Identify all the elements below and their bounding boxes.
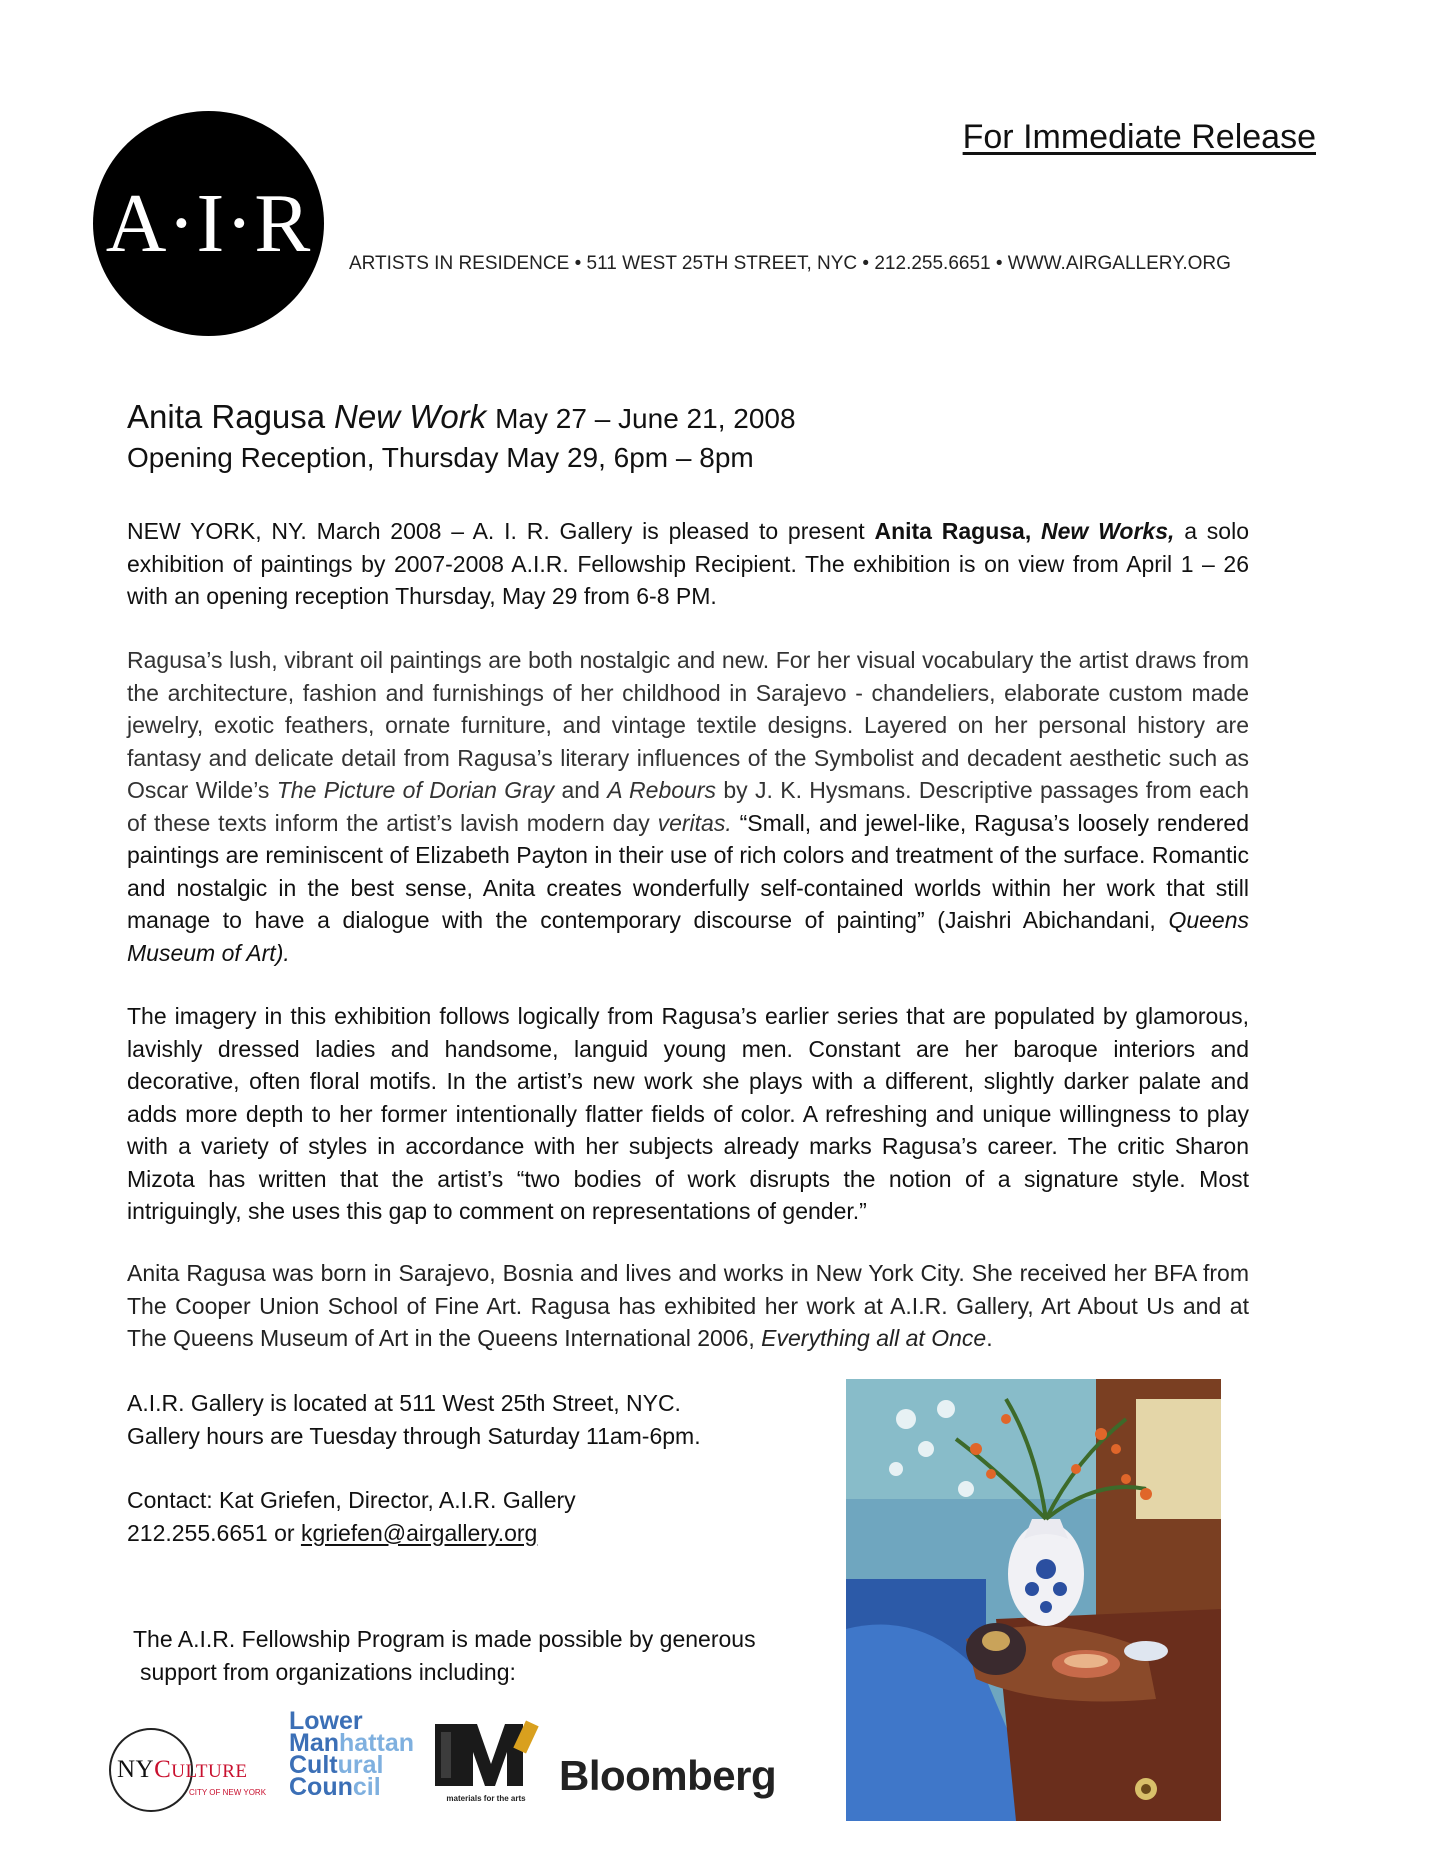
mfa-caption: materials for the arts	[446, 1794, 526, 1803]
lmcc-line-2: Manhattan	[289, 1729, 414, 1757]
still-life-painting-icon	[846, 1379, 1221, 1821]
painting-still-life-image	[846, 1379, 1221, 1821]
contact-name: Contact: Kat Griefen, Director, A.I.R. Gallery	[127, 1487, 576, 1513]
intro-works: New Works,	[1041, 518, 1175, 544]
paragraph-imagery: The imagery in this exhibition follows logically from Ragusa’s earlier series that are populated by glamorous, lavishly dressed ladies and handsome, languid young men. Constant are her baroque interiors and decorative, often floral motifs. In the artist’s new work she plays with a different, slightly darker palate and adds more depth to her former intentionally flatter fields of color. A refreshing and unique willingness to play with a variety of styles in accordance with her subjects already marks Ragusa’s career. The critic Sharon Mizota has written that the artist’s “two bodies of work disrupts the notion of a signature style. Most intriguingly, she uses this gap to comment on representations of gender.”	[127, 1003, 1249, 1224]
veritas-word: veritas.	[657, 809, 732, 836]
desc-part-a: Ragusa’s lush, vibrant oil paintings are both nostalgic and new. For her visual vocabulary the artist draws from the architecture, fashion and furnishings of her childhood in Sarajevo - chandeliers, elaborate custom made jewelry, exotic feathers, ornate furniture, and vintage textile designs. Layered on her personal history are fantasy and delicate detail from Ragusa’s literary influences of the Symbolist and decadent aesthetic such as Oscar Wilde’s	[127, 647, 1249, 803]
nyc-culture-wordmark: NYCULTURE	[117, 1756, 248, 1783]
nyc-culture-logo	[109, 1728, 281, 1814]
paragraph-biography	[127, 1257, 1249, 1355]
contact-info	[127, 1484, 576, 1549]
materials-for-the-arts-logo	[431, 1718, 541, 1814]
bio-text: Anita Ragusa was born in Sarajevo, Bosnia and lives and works in New York City. She received her BFA from The Cooper Union School of Fine Art. Ragusa has exhibited her work at A.I.R. Gallery, Art About Us and at The Queens Museum of Art in the Queens International 2006,	[127, 1260, 1249, 1351]
air-logo	[93, 111, 324, 336]
lmcc-line-1: Lower	[289, 1707, 363, 1735]
bio-end: .	[986, 1325, 993, 1351]
contact-email-link[interactable]: kgriefen@airgallery.org	[300, 1519, 538, 1546]
sponsor-logos	[109, 1707, 809, 1820]
nyc-culture-subtext: CITY OF NEW YORK	[189, 1788, 267, 1797]
desc-part-d: “Small, and jewel-like, Ragusa’s loosely rendered paintings are reminiscent of Elizabeth Payton in their use of rich colors and treatment of the surface. Romantic and nostalgic in the best sense, Anita creates wonderfully self-contained worlds within her work that still manage to have a dialogue with the contemporary discourse of painting” (Jaishri Abichandani,	[127, 809, 1249, 933]
museum-name: Queens Museum of Art).	[127, 907, 1249, 966]
paragraph-intro	[127, 515, 1249, 613]
intro-artist: Anita Ragusa,	[874, 518, 1042, 544]
bloomberg-logo: Bloomberg	[559, 1752, 777, 1799]
paragraph-description	[127, 644, 1249, 969]
intro-lead: NEW YORK, NY. March 2008 – A. I. R. Gallery is pleased to present	[127, 518, 875, 544]
reception-line: Opening Reception, Thursday May 29, 6pm – 8pm	[127, 442, 754, 473]
lmcc-logo	[289, 1707, 419, 1801]
gallery-location: A.I.R. Gallery is located at 511 West 25th Street, NYC.	[127, 1390, 681, 1416]
contact-phone-email	[127, 1517, 576, 1550]
contact-phone: 212.255.6651 or	[127, 1519, 301, 1546]
artist-name: Anita Ragusa	[127, 398, 326, 435]
desc-part-b: and	[554, 777, 608, 803]
lmcc-line-4: Council	[289, 1773, 381, 1801]
mfa-emblem-icon	[431, 1718, 541, 1792]
support-line-2: support from organizations including:	[140, 1658, 516, 1685]
gallery-hours: Gallery hours are Tuesday through Saturday 11am-6pm.	[127, 1422, 701, 1449]
bio-show-title: Everything all at Once	[761, 1325, 987, 1351]
air-logo-text: A·I·R	[105, 177, 312, 270]
show-name: New Work	[334, 398, 487, 435]
lmcc-line-3: Cultural	[289, 1751, 384, 1779]
show-dates: May 27 – June 21, 2008	[495, 403, 796, 434]
gallery-info	[127, 1387, 701, 1452]
book-title-a-rebours: A Rebours	[607, 777, 716, 803]
gallery-contact-strip: ARTISTS IN RESIDENCE • 511 WEST 25TH STREET, NYC • 212.255.6651 • WWW.AIRGALLERY.ORG	[349, 253, 1231, 274]
support-statement	[133, 1623, 756, 1688]
release-heading: For Immediate Release	[962, 118, 1316, 156]
desc-part-c: by J. K. Hysmans. Descriptive passages from each of these texts inform the artist’s lavish modern day	[127, 777, 1250, 836]
intro-rest: a solo exhibition of paintings by 2007-2008 A.I.R. Fellowship Recipient. The exhibition is on view from April 1 – 26 with an opening reception Thursday, May 29 from 6-8 PM.	[127, 518, 1249, 609]
support-line-1: The A.I.R. Fellowship Program is made possible by generous	[133, 1626, 756, 1652]
exhibition-title	[127, 398, 796, 436]
book-title-dorian-gray: The Picture of Dorian Gray	[276, 777, 555, 803]
